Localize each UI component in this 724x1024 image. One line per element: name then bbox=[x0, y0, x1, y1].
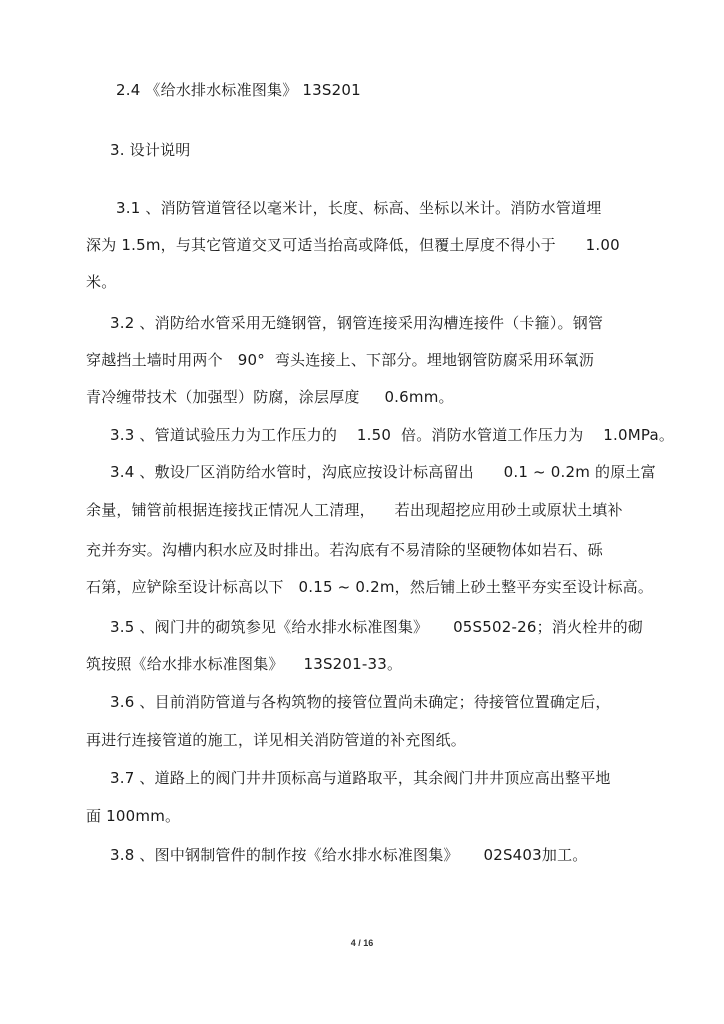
para-3-4-line-2: 余量，铺管前根据连接找正情况人工清理， 若出现超挖应用砂土或原状土填补 bbox=[86, 501, 623, 519]
line-2-4: 2.4 《给水排水标准图集》 13S201 bbox=[116, 81, 361, 99]
para-3-1-line-3: 米。 bbox=[86, 273, 117, 291]
para-3-2-line-1: 3.2 、消防给水管采用无缝钢管，钢管连接采用沟槽连接件（卡箍）。钢管 bbox=[110, 314, 604, 332]
para-3-8: 3.8 、图中钢制管件的制作按《给水排水标准图集》 02S403加工。 bbox=[110, 846, 588, 864]
para-3-5-line-2: 筑按照《给水排水标准图集》 13S201-33。 bbox=[86, 655, 403, 673]
para-3-2-line-2: 穿越挡土墙时用两个 90° 弯头连接上、下部分。埋地钢管防腐采用环氧沥 bbox=[86, 351, 595, 369]
page-number: 4 / 16 bbox=[350, 938, 374, 948]
para-3-4-line-1: 3.4 、敷设厂区消防给水管时，沟底应按设计标高留出 0.1 ~ 0.2m 的原土富 bbox=[110, 463, 656, 481]
heading-design-notes: 3. 设计说明 bbox=[110, 141, 191, 159]
para-3-4-line-3: 充并夯实。沟槽内积水应及时排出。若沟底有不易清除的坚硬物体如岩石、砾 bbox=[86, 541, 603, 559]
para-3-5-line-1: 3.5 、阀门井的砌筑参见《给水排水标准图集》 05S502-26；消火栓井的砌 bbox=[110, 618, 644, 636]
para-3-1-line-2: 深为 1.5m，与其它管道交叉可适当抬高或降低，但覆土厚度不得小于 1.00 bbox=[86, 236, 620, 254]
para-3-6-line-1: 3.6 、目前消防管道与各构筑物的接管位置尚未确定；待接管位置确定后， bbox=[110, 693, 611, 711]
para-3-3: 3.3 、管道试验压力为工作压力的 1.50 倍。消防水管道工作压力为 1.0MPa。 bbox=[110, 426, 675, 444]
para-3-7-line-1: 3.7 、道路上的阀门井井顶标高与道路取平，其余阀门井井顶应高出整平地 bbox=[110, 769, 611, 787]
para-3-7-line-2: 面 100mm。 bbox=[86, 807, 181, 825]
para-3-2-line-3: 青冷缠带技术（加强型）防腐，涂层厚度 0.6mm。 bbox=[86, 388, 454, 406]
para-3-4-line-4: 石第，应铲除至设计标高以下 0.15 ~ 0.2m，然后铺上砂土整平夯实至设计标高。 bbox=[86, 578, 654, 596]
para-3-6-line-2: 再进行连接管道的施工，详见相关消防管道的补充图纸。 bbox=[86, 731, 467, 749]
para-3-1-line-1: 3.1 、消防管道管径以毫米计，长度、标高、坐标以米计。消防水管道埋 bbox=[116, 199, 602, 217]
